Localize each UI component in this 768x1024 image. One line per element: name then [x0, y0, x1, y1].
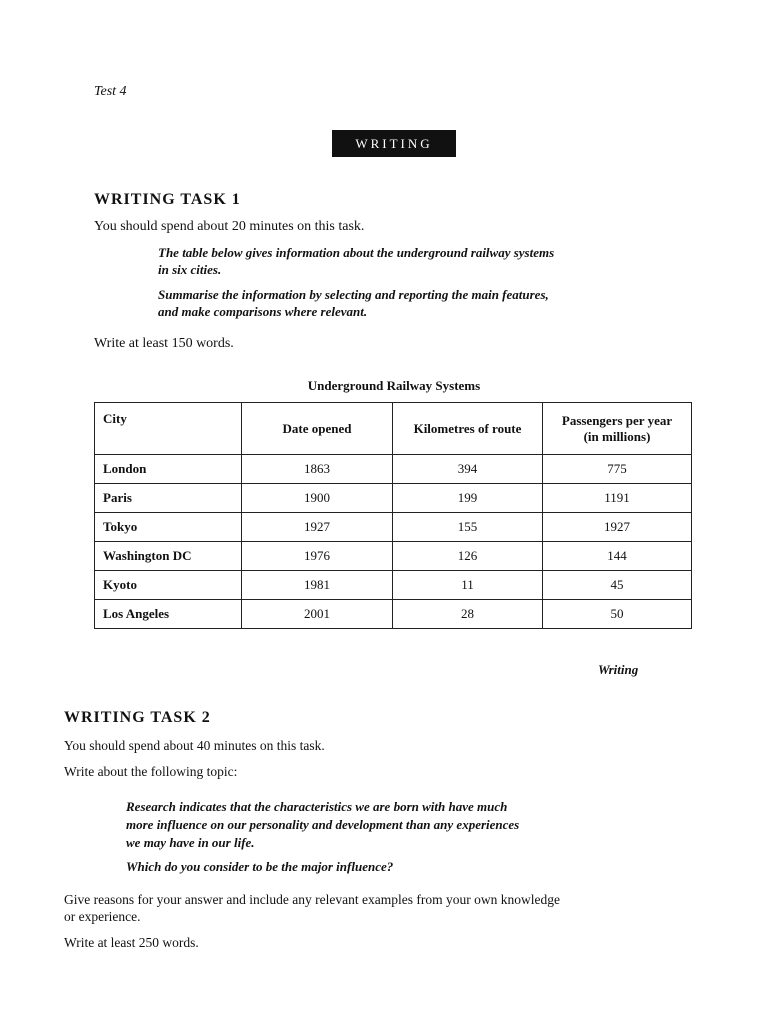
header-date-opened: Date opened [242, 403, 393, 455]
header-passengers [543, 403, 692, 455]
cell-date: 1863 [242, 455, 393, 484]
task2-topic-instruction: Write about the following topic: [64, 764, 238, 779]
cell-km: 155 [393, 513, 543, 542]
cell-passengers: 1191 [543, 484, 692, 513]
page-header-test-label: Test 4 [94, 84, 127, 99]
cell-city: Washington DC [95, 542, 242, 571]
table-row [95, 542, 692, 571]
cell-passengers: 144 [543, 542, 692, 571]
header-kilometres: Kilometres of route [393, 403, 543, 455]
cell-km: 11 [393, 571, 543, 600]
cell-date: 1976 [242, 542, 393, 571]
task1-word-count: Write at least 150 words. [94, 336, 234, 351]
section-banner: WRITING [332, 130, 456, 157]
task2-prompt-line1: Research indicates that the characteristics we are born with have much [126, 799, 508, 814]
task1-prompt-line2: in six cities. [158, 262, 222, 277]
task1-prompt-line3: Summarise the information by selecting and reporting the main features, [158, 287, 549, 302]
table-row [95, 600, 692, 629]
header-passengers-line1: Passengers per year [561, 412, 673, 428]
table-row [95, 513, 692, 542]
cell-km: 126 [393, 542, 543, 571]
cell-date: 1900 [242, 484, 393, 513]
table-caption: Underground Railway Systems [307, 378, 481, 393]
task2-prompt-question: Which do you consider to be the major influence? [126, 859, 394, 874]
cell-date: 1927 [242, 513, 393, 542]
cell-km: 199 [393, 484, 543, 513]
cell-city: Paris [95, 484, 242, 513]
cell-date: 1981 [242, 571, 393, 600]
table-header-row [95, 403, 692, 455]
railway-table [94, 402, 692, 629]
table-row [95, 484, 692, 513]
task1-time-instruction: You should spend about 20 minutes on this task. [94, 219, 365, 234]
task2-word-count: Write at least 250 words. [64, 935, 199, 950]
cell-passengers: 50 [543, 600, 692, 629]
cell-date: 2001 [242, 600, 393, 629]
task2-prompt-line3: we may have in our life. [126, 835, 255, 850]
header-city: City [95, 403, 242, 455]
task2-prompt-line2: more influence on our personality and development than any experiences [126, 817, 520, 832]
task2-reasons-line2: or experience. [64, 909, 141, 924]
task2-reasons-line1: Give reasons for your answer and include any relevant examples from your own knowledge [64, 892, 560, 907]
cell-city: Kyoto [95, 571, 242, 600]
cell-city: Los Angeles [95, 600, 242, 629]
task1-title: WRITING TASK 1 [94, 191, 241, 208]
task1-prompt-line1: The table below gives information about the underground railway systems [158, 245, 555, 260]
header-passengers-line2: (in millions) [583, 428, 651, 444]
task2-title: WRITING TASK 2 [64, 709, 211, 726]
task1-prompt-line4: and make comparisons where relevant. [158, 304, 368, 319]
table-row [95, 571, 692, 600]
task2-time-instruction: You should spend about 40 minutes on this task. [64, 738, 325, 753]
page-footer-section-label: Writing [598, 662, 639, 677]
cell-passengers: 45 [543, 571, 692, 600]
cell-km: 28 [393, 600, 543, 629]
cell-km: 394 [393, 455, 543, 484]
cell-city: Tokyo [95, 513, 242, 542]
cell-city: London [95, 455, 242, 484]
cell-passengers: 1927 [543, 513, 692, 542]
cell-passengers: 775 [543, 455, 692, 484]
table-row [95, 455, 692, 484]
